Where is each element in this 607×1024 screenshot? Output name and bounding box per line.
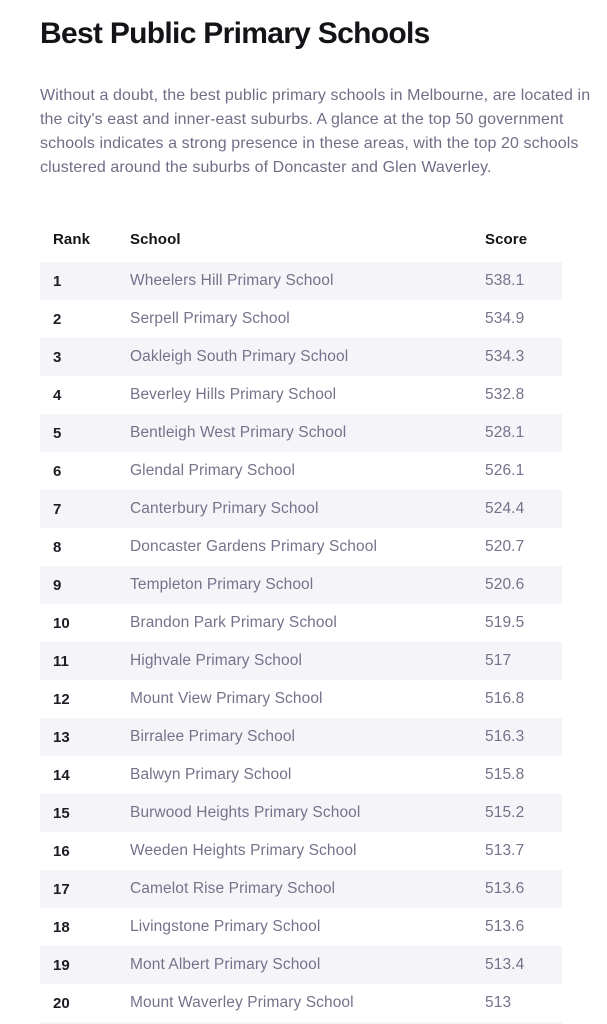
rank-cell: 8 bbox=[53, 538, 62, 556]
table-row bbox=[40, 604, 562, 642]
score-cell: 513.4 bbox=[485, 956, 525, 973]
rank-cell: 12 bbox=[53, 690, 70, 708]
score-cell: 515.2 bbox=[485, 804, 525, 821]
score-cell: 538.1 bbox=[485, 272, 525, 289]
school-cell: Templeton Primary School bbox=[130, 576, 314, 593]
table-row bbox=[40, 718, 562, 756]
table-row bbox=[40, 832, 562, 870]
intro-line: clustered around the suburbs of Doncaster and Glen Waverley. bbox=[40, 159, 492, 176]
column-header-school: School bbox=[130, 231, 181, 248]
rank-cell: 11 bbox=[53, 652, 69, 670]
school-cell: Mount View Primary School bbox=[130, 690, 323, 707]
table-row bbox=[40, 452, 562, 490]
school-cell: Mount Waverley Primary School bbox=[130, 994, 354, 1011]
score-cell: 520.7 bbox=[485, 538, 525, 555]
rank-cell: 13 bbox=[53, 728, 70, 746]
rank-cell: 18 bbox=[53, 918, 70, 936]
school-cell: Livingstone Primary School bbox=[130, 918, 321, 935]
school-cell: Wheelers Hill Primary School bbox=[130, 272, 334, 289]
school-cell: Beverley Hills Primary School bbox=[130, 386, 337, 403]
score-cell: 534.3 bbox=[485, 348, 525, 365]
table-body bbox=[40, 262, 562, 1022]
table-row bbox=[40, 490, 562, 528]
score-cell: 513 bbox=[485, 994, 512, 1011]
rank-cell: 10 bbox=[53, 614, 70, 632]
score-cell: 517 bbox=[485, 652, 512, 669]
table-row bbox=[40, 946, 562, 984]
school-cell: Serpell Primary School bbox=[130, 310, 290, 327]
rank-cell: 16 bbox=[53, 842, 70, 860]
school-cell: Brandon Park Primary School bbox=[130, 614, 337, 631]
score-cell: 516.3 bbox=[485, 728, 525, 745]
column-header-rank: Rank bbox=[53, 231, 91, 248]
page-title: Best Public Primary Schools bbox=[40, 17, 430, 50]
score-cell: 513.7 bbox=[485, 842, 525, 859]
school-cell: Mont Albert Primary School bbox=[130, 956, 321, 973]
table-header-row bbox=[40, 231, 562, 262]
rank-cell: 20 bbox=[53, 994, 70, 1012]
score-cell: 519.5 bbox=[485, 614, 525, 631]
score-cell: 534.9 bbox=[485, 310, 525, 327]
table-row bbox=[40, 794, 562, 832]
school-cell: Camelot Rise Primary School bbox=[130, 880, 336, 897]
table-row bbox=[40, 870, 562, 908]
score-cell: 520.6 bbox=[485, 576, 525, 593]
school-cell: Birralee Primary School bbox=[130, 728, 296, 745]
school-cell: Canterbury Primary School bbox=[130, 500, 319, 517]
score-cell: 513.6 bbox=[485, 918, 525, 935]
schools-table bbox=[40, 231, 562, 1024]
table-row bbox=[40, 756, 562, 794]
school-cell: Weeden Heights Primary School bbox=[130, 842, 357, 859]
table-row bbox=[40, 642, 562, 680]
school-cell: Oakleigh South Primary School bbox=[130, 348, 349, 365]
school-cell: Glendal Primary School bbox=[130, 462, 296, 479]
rank-cell: 6 bbox=[53, 462, 62, 480]
school-cell: Burwood Heights Primary School bbox=[130, 804, 361, 821]
score-cell: 515.8 bbox=[485, 766, 525, 783]
table-row bbox=[40, 528, 562, 566]
rank-cell: 4 bbox=[53, 386, 62, 404]
rank-cell: 14 bbox=[53, 766, 70, 784]
score-cell: 513.6 bbox=[485, 880, 525, 897]
table-row bbox=[40, 338, 562, 376]
intro-line: Without a doubt, the best public primary schools in Melbourne, are located in bbox=[40, 87, 591, 104]
rank-cell: 19 bbox=[53, 956, 70, 974]
rank-cell: 7 bbox=[53, 500, 62, 518]
table-row bbox=[40, 984, 562, 1022]
score-cell: 516.8 bbox=[485, 690, 525, 707]
score-cell: 532.8 bbox=[485, 386, 525, 403]
rank-cell: 1 bbox=[53, 272, 62, 290]
rank-cell: 17 bbox=[53, 880, 70, 898]
intro-line: schools indicates a strong presence in these areas, with the top 20 schools bbox=[40, 135, 579, 152]
table-row bbox=[40, 566, 562, 604]
intro-line: the city's east and inner-east suburbs. A glance at the top 50 government bbox=[40, 111, 564, 128]
table-row bbox=[40, 300, 562, 338]
table-row bbox=[40, 680, 562, 718]
school-cell: Highvale Primary School bbox=[130, 652, 303, 669]
school-cell: Bentleigh West Primary School bbox=[130, 424, 347, 441]
rank-cell: 3 bbox=[53, 348, 62, 366]
column-header-score: Score bbox=[485, 231, 528, 248]
score-cell: 526.1 bbox=[485, 462, 525, 479]
rank-cell: 9 bbox=[53, 576, 62, 594]
score-cell: 528.1 bbox=[485, 424, 525, 441]
score-cell: 524.4 bbox=[485, 500, 525, 517]
school-cell: Balwyn Primary School bbox=[130, 766, 292, 783]
school-cell: Doncaster Gardens Primary School bbox=[130, 538, 377, 555]
table-row bbox=[40, 376, 562, 414]
intro-paragraph bbox=[40, 84, 591, 180]
table-row bbox=[40, 908, 562, 946]
table-row bbox=[40, 414, 562, 452]
table-row bbox=[40, 262, 562, 300]
rank-cell: 2 bbox=[53, 310, 62, 328]
rank-cell: 5 bbox=[53, 424, 62, 442]
rank-cell: 15 bbox=[53, 804, 70, 822]
